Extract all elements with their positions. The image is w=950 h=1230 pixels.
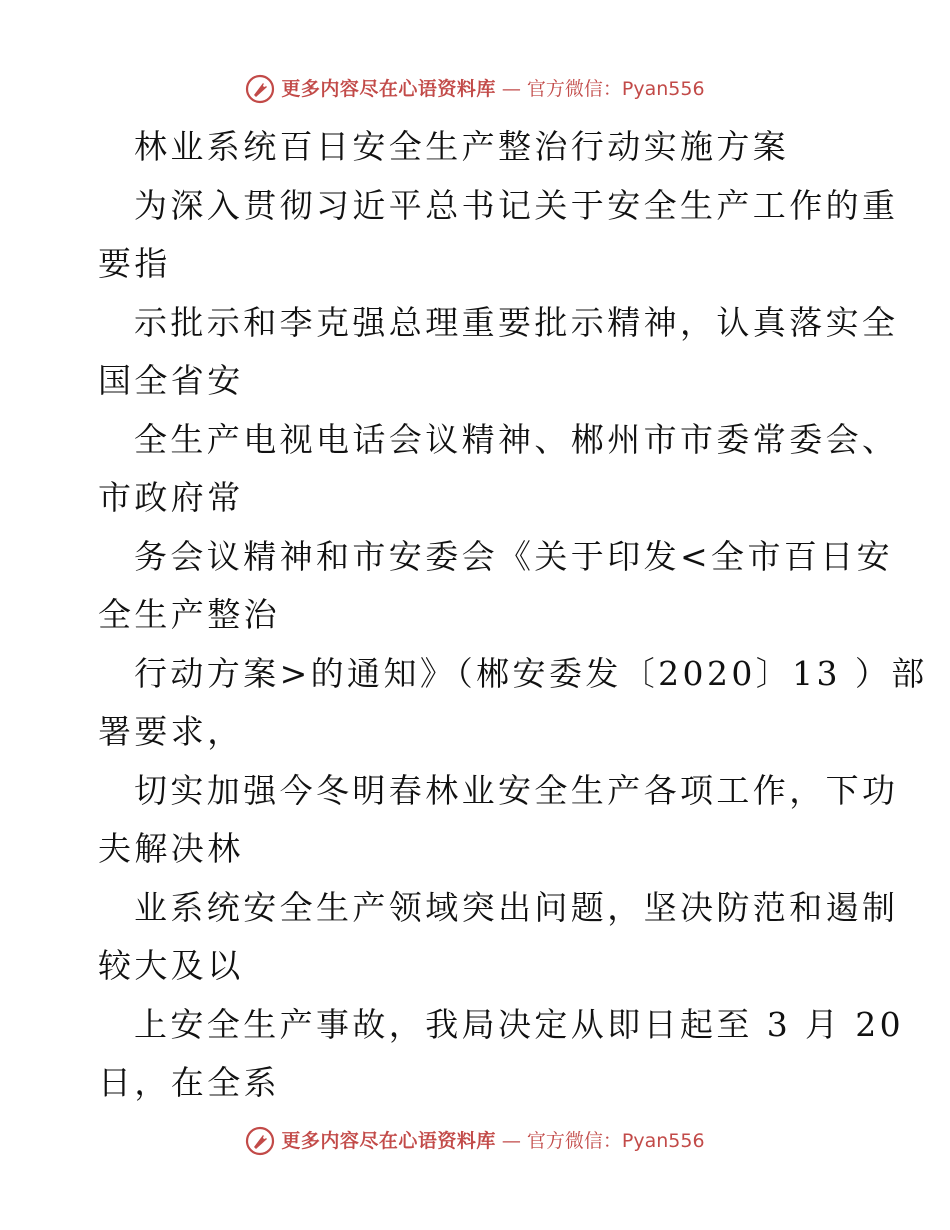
watermark-header [0, 74, 950, 104]
pen-nib-logo-icon [245, 74, 275, 104]
document-title: 林业系统百日安全生产整治行动实施方案 [134, 127, 790, 166]
document-line: 业系统安全生产领域突出问题，坚决防范和遏制 [134, 887, 899, 927]
document-line: 为深入贯彻习近平总书记关于安全生产工作的重 [134, 185, 899, 225]
watermark-separator: — [501, 78, 521, 100]
watermark-sub-text: 官方微信：Pyan556 [526, 1130, 705, 1152]
document-line: 示批示和李克强总理重要批示精神，认真落实全 [134, 302, 899, 342]
watermark-main-text: 更多内容尽在心语资料库 [281, 78, 496, 100]
document-line: 市政府常 [98, 478, 244, 517]
document-line: 全生产整治 [98, 595, 280, 634]
watermark-footer [0, 1126, 950, 1156]
document-line: 较大及以 [98, 946, 244, 985]
document-line: 务会议精神和市安委会《关于印发<全市百日安 [134, 536, 894, 576]
pen-nib-logo-icon [245, 1126, 275, 1156]
document-line: 夫解决林 [98, 829, 244, 868]
document-line: 行动方案>的通知》（郴安委发〔2020〕13 ）部 [134, 653, 928, 693]
document-body [98, 118, 928, 1113]
document-line: 署要求， [98, 712, 244, 751]
document-line: 日，在全系 [98, 1063, 280, 1102]
document-line: 要指 [98, 244, 171, 283]
watermark-sub-text: 官方微信：Pyan556 [526, 78, 705, 100]
document-line: 上安全生产事故，我局决定从即日起至 3 月 20 [134, 1004, 905, 1044]
document-line: 国全省安 [98, 361, 244, 400]
document-line: 切实加强今冬明春林业安全生产各项工作，下功 [134, 770, 899, 810]
document-line: 全生产电视电话会议精神、郴州市市委常委会、 [134, 419, 899, 459]
watermark-main-text: 更多内容尽在心语资料库 [281, 1130, 496, 1152]
watermark-separator: — [501, 1130, 521, 1152]
